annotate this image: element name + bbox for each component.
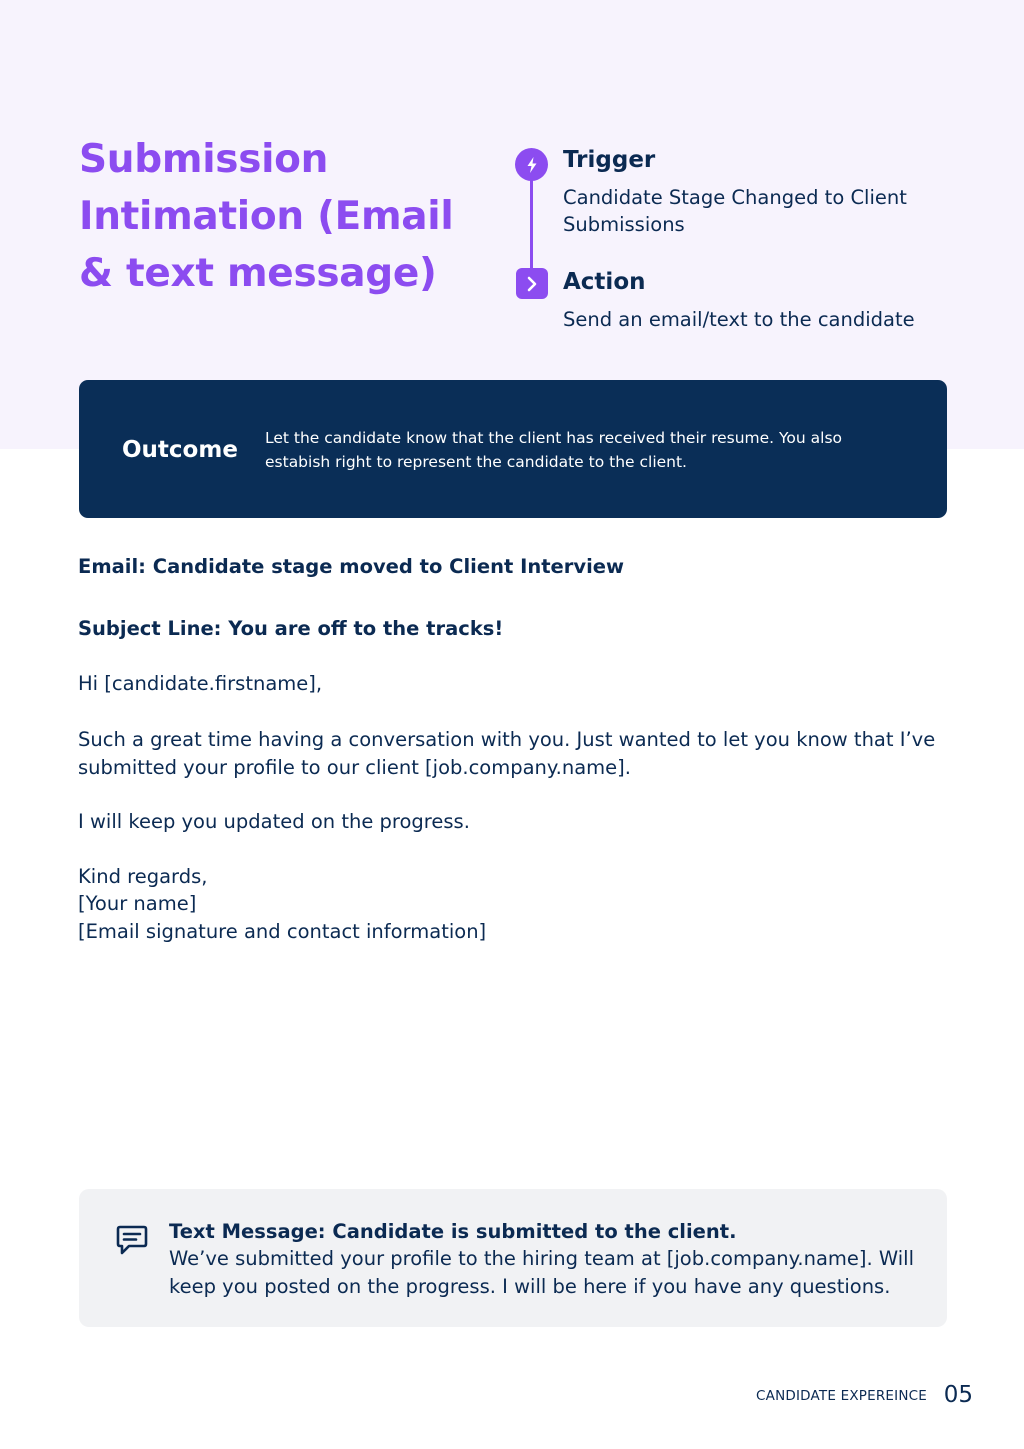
text-message-body: We’ve submitted your profile to the hiring team at [job.company.name]. Will keep you posted on the progress. I will be here if you have any questions.: [169, 1247, 915, 1298]
lightning-icon: [515, 148, 548, 181]
footer-section-label: CANDIDATE EXPEREINCE: [756, 1388, 927, 1404]
trigger-text: Candidate Stage Changed to Client Submissions: [563, 186, 907, 236]
text-message-card: [79, 1189, 947, 1327]
email-paragraph: I will keep you updated on the progress.: [78, 810, 470, 833]
trigger-heading: Trigger: [563, 147, 656, 173]
action-heading: Action: [563, 269, 646, 295]
outcome-card: [79, 380, 947, 518]
action-text: Send an email/text to the candidate: [563, 308, 915, 331]
page-title: [79, 131, 479, 302]
chat-message-icon: [115, 1223, 149, 1257]
text-message-heading: Text Message: Candidate is submitted to the client.: [169, 1220, 737, 1243]
title-line: & text message): [79, 251, 437, 296]
email-paragraph: Such a great time having a conversation with you. Just wanted to let you know that I’ve submitted your profile to our client [job.company.name].: [78, 728, 936, 779]
title-line: Intimation (Email: [79, 194, 454, 239]
page-number: 05: [943, 1382, 973, 1408]
outcome-text: Let the candidate know that the client has received their resume. You also estabish right to represent the candidate to the client.: [265, 429, 843, 471]
email-sender-name: [Your name]: [78, 892, 197, 915]
title-line: Submission: [79, 137, 329, 182]
email-greeting: Hi [candidate.firstname],: [78, 672, 323, 695]
email-closing: Kind regards,: [78, 865, 208, 888]
chevron-right-icon: [516, 268, 548, 299]
email-signature: [Email signature and contact information]: [78, 920, 487, 943]
trigger-action-flow: [514, 146, 934, 346]
outcome-label: Outcome: [122, 437, 238, 463]
email-title: Email: Candidate stage moved to Client Interview: [78, 555, 624, 578]
email-subject-line: Subject Line: You are off to the tracks!: [78, 617, 504, 640]
